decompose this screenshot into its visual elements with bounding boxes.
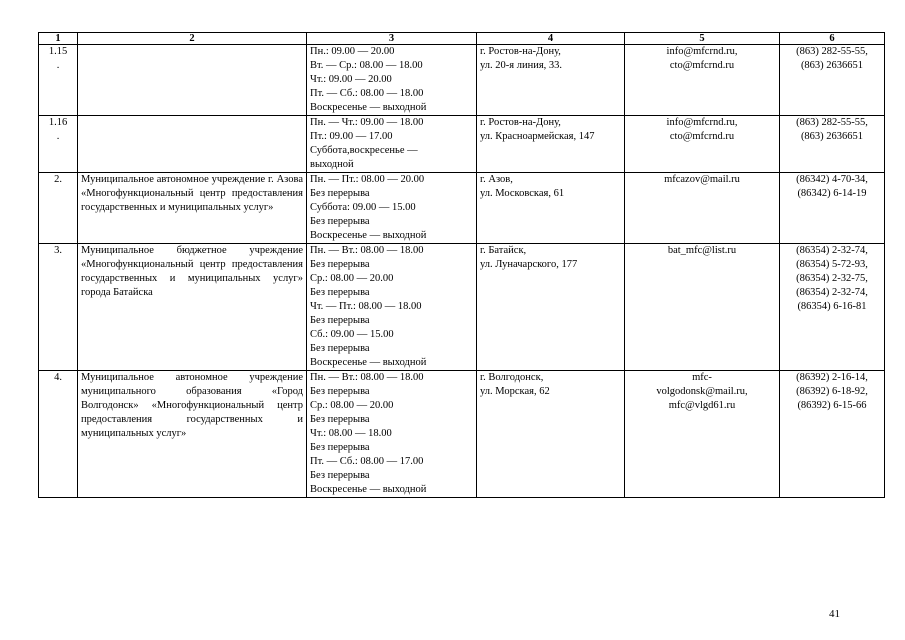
phone-line: (86392) 2-16-14, bbox=[796, 372, 868, 383]
row-number: 3. bbox=[54, 245, 62, 256]
table-row bbox=[39, 244, 885, 371]
organization-cell: Муниципальное автономное учреждение муниципального образования «Город Волгодонск» «Многофункциональный центр предоставления государственных и муниципальных услуг» bbox=[78, 371, 307, 498]
phone-line: (86354) 2-32-75, bbox=[796, 273, 868, 284]
row-number-cell bbox=[39, 371, 78, 498]
email-line: cto@mfcrnd.ru bbox=[669, 60, 735, 71]
address-cell bbox=[477, 116, 625, 173]
phone-line: (86392) 6-15-66 bbox=[797, 400, 867, 411]
schedule-line: Ср.: 08.00 — 20.00 bbox=[310, 400, 394, 411]
email-cell bbox=[625, 371, 780, 498]
organization-cell bbox=[78, 116, 307, 173]
email-line: info@mfcrnd.ru, bbox=[666, 46, 738, 57]
schedule-line: Пн. — Пт.: 08.00 — 20.00 bbox=[310, 174, 425, 185]
address-cell bbox=[477, 244, 625, 371]
phone-line: (86342) 6-14-19 bbox=[797, 188, 867, 199]
schedule-line: Суббота,воскресенье — bbox=[310, 145, 418, 156]
schedule-line: Без перерыва bbox=[310, 315, 370, 326]
email-line: bat_mfc@list.ru bbox=[667, 245, 737, 256]
schedule-line: Без перерыва bbox=[310, 470, 370, 481]
schedule-cell bbox=[307, 244, 477, 371]
header-cell: 2 bbox=[78, 33, 307, 45]
address-line: г. Азов, bbox=[480, 174, 513, 185]
row-number: 2. bbox=[54, 174, 62, 185]
address-cell bbox=[477, 173, 625, 244]
schedule-line: Без перерыва bbox=[310, 414, 370, 425]
phone-cell bbox=[780, 116, 885, 173]
schedule-line: Воскресенье — выходной bbox=[310, 230, 427, 241]
header-cell: 5 bbox=[625, 33, 780, 45]
schedule-line: Без перерыва bbox=[310, 188, 370, 199]
schedule-cell bbox=[307, 116, 477, 173]
organization-cell bbox=[78, 45, 307, 116]
table-row bbox=[39, 116, 885, 173]
schedule-line: Воскресенье — выходной bbox=[310, 484, 427, 495]
phone-line: (86354) 5-72-93, bbox=[796, 259, 868, 270]
schedule-cell bbox=[307, 173, 477, 244]
email-line: cto@mfcrnd.ru bbox=[669, 131, 735, 142]
schedule-line: Сб.: 09.00 — 15.00 bbox=[310, 329, 394, 340]
address-line: г. Волгодонск, bbox=[480, 372, 544, 383]
address-cell bbox=[477, 371, 625, 498]
phone-line: (86392) 6-18-92, bbox=[796, 386, 868, 397]
schedule-line: Без перерыва bbox=[310, 343, 370, 354]
phone-line: (86342) 4-70-34, bbox=[796, 174, 868, 185]
email-cell bbox=[625, 116, 780, 173]
schedule-line: Пн. — Чт.: 09.00 — 18.00 bbox=[310, 117, 424, 128]
row-number-cell bbox=[39, 45, 78, 116]
phone-cell bbox=[780, 371, 885, 498]
phone-line: (863) 2636651 bbox=[800, 60, 864, 71]
header-cell: 3 bbox=[307, 33, 477, 45]
schedule-line: Без перерыва bbox=[310, 287, 370, 298]
header-cell: 1 bbox=[39, 33, 78, 45]
schedule-line: Чт.: 09.00 — 20.00 bbox=[310, 74, 392, 85]
schedule-line: Воскресенье — выходной bbox=[310, 357, 427, 368]
table-row bbox=[39, 173, 885, 244]
schedule-line: Без перерыва bbox=[310, 216, 370, 227]
phone-cell bbox=[780, 45, 885, 116]
table-row bbox=[39, 45, 885, 116]
row-number: 1.15 bbox=[48, 46, 68, 57]
address-cell bbox=[477, 45, 625, 116]
schedule-line: Пн. — Вт.: 08.00 — 18.00 bbox=[310, 372, 424, 383]
schedule-line: Пн. — Вт.: 08.00 — 18.00 bbox=[310, 245, 424, 256]
email-line: mfcazov@mail.ru bbox=[664, 174, 740, 185]
email-line: info@mfcrnd.ru, bbox=[666, 117, 738, 128]
schedule-line: Пт.: 09.00 — 17.00 bbox=[310, 131, 393, 142]
phone-line: (86354) 2-32-74, bbox=[796, 245, 868, 256]
schedule-line: Без перерыва bbox=[310, 442, 370, 453]
email-line: mfc- bbox=[692, 372, 712, 383]
table-row bbox=[39, 371, 885, 498]
phone-line: (863) 282-55-55, bbox=[796, 117, 868, 128]
row-number: 4. bbox=[54, 372, 62, 383]
address-line: г. Батайск, bbox=[480, 245, 527, 256]
row-number: . bbox=[56, 60, 60, 71]
address-line: ул. Луначарского, 177 bbox=[480, 259, 578, 270]
phone-line: (863) 282-55-55, bbox=[796, 46, 868, 57]
address-line: г. Ростов-на-Дону, bbox=[480, 117, 561, 128]
schedule-line: Чт.: 08.00 — 18.00 bbox=[310, 428, 392, 439]
schedule-line: Пн.: 09.00 — 20.00 bbox=[310, 46, 395, 57]
schedule-line: Пт. — Сб.: 08.00 — 17.00 bbox=[310, 456, 424, 467]
schedule-line: Вт. — Ср.: 08.00 — 18.00 bbox=[310, 60, 423, 71]
phone-line: (86354) 2-32-74, bbox=[796, 287, 868, 298]
row-number: 1.16 bbox=[48, 117, 68, 128]
schedule-line: Воскресенье — выходной bbox=[310, 102, 427, 113]
schedule-line: Чт. — Пт.: 08.00 — 18.00 bbox=[310, 301, 422, 312]
header-cell: 6 bbox=[780, 33, 885, 45]
address-line: ул. Московская, 61 bbox=[480, 188, 565, 199]
address-line: ул. 20-я линия, 33. bbox=[480, 60, 563, 71]
row-number-cell bbox=[39, 244, 78, 371]
schedule-line: Пт. — Сб.: 08.00 — 18.00 bbox=[310, 88, 424, 99]
schedule-line: Без перерыва bbox=[310, 386, 370, 397]
phone-cell bbox=[780, 173, 885, 244]
schedule-cell bbox=[307, 45, 477, 116]
phone-cell bbox=[780, 244, 885, 371]
mfc-contacts-table bbox=[38, 32, 885, 498]
email-cell bbox=[625, 45, 780, 116]
row-number: . bbox=[56, 131, 60, 142]
organization-cell: Муниципальное автономное учреждение г. Азова «Многофункциональный центр предоставления государственных и муниципальных услуг» bbox=[78, 173, 307, 244]
page-number: 41 bbox=[829, 608, 840, 620]
phone-line: (86354) 6-16-81 bbox=[797, 301, 867, 312]
email-cell bbox=[625, 173, 780, 244]
address-line: г. Ростов-на-Дону, bbox=[480, 46, 561, 57]
email-line: volgodonsk@mail.ru, bbox=[656, 386, 748, 397]
schedule-line: Без перерыва bbox=[310, 259, 370, 270]
row-number-cell bbox=[39, 173, 78, 244]
header-cell: 4 bbox=[477, 33, 625, 45]
row-number-cell bbox=[39, 116, 78, 173]
schedule-cell bbox=[307, 371, 477, 498]
email-cell bbox=[625, 244, 780, 371]
email-line: mfc@vlgd61.ru bbox=[668, 400, 736, 411]
schedule-line: Суббота: 09.00 — 15.00 bbox=[310, 202, 416, 213]
schedule-line: Ср.: 08.00 — 20.00 bbox=[310, 273, 394, 284]
organization-cell: Муниципальное бюджетное учреждение «Многофункциональный центр предоставления государственных и муниципальных услуг» города Батайска bbox=[78, 244, 307, 371]
address-line: ул. Красноармейская, 147 bbox=[480, 131, 595, 142]
header-row bbox=[39, 33, 885, 45]
phone-line: (863) 2636651 bbox=[800, 131, 864, 142]
schedule-line: выходной bbox=[310, 159, 354, 170]
address-line: ул. Морская, 62 bbox=[480, 386, 550, 397]
